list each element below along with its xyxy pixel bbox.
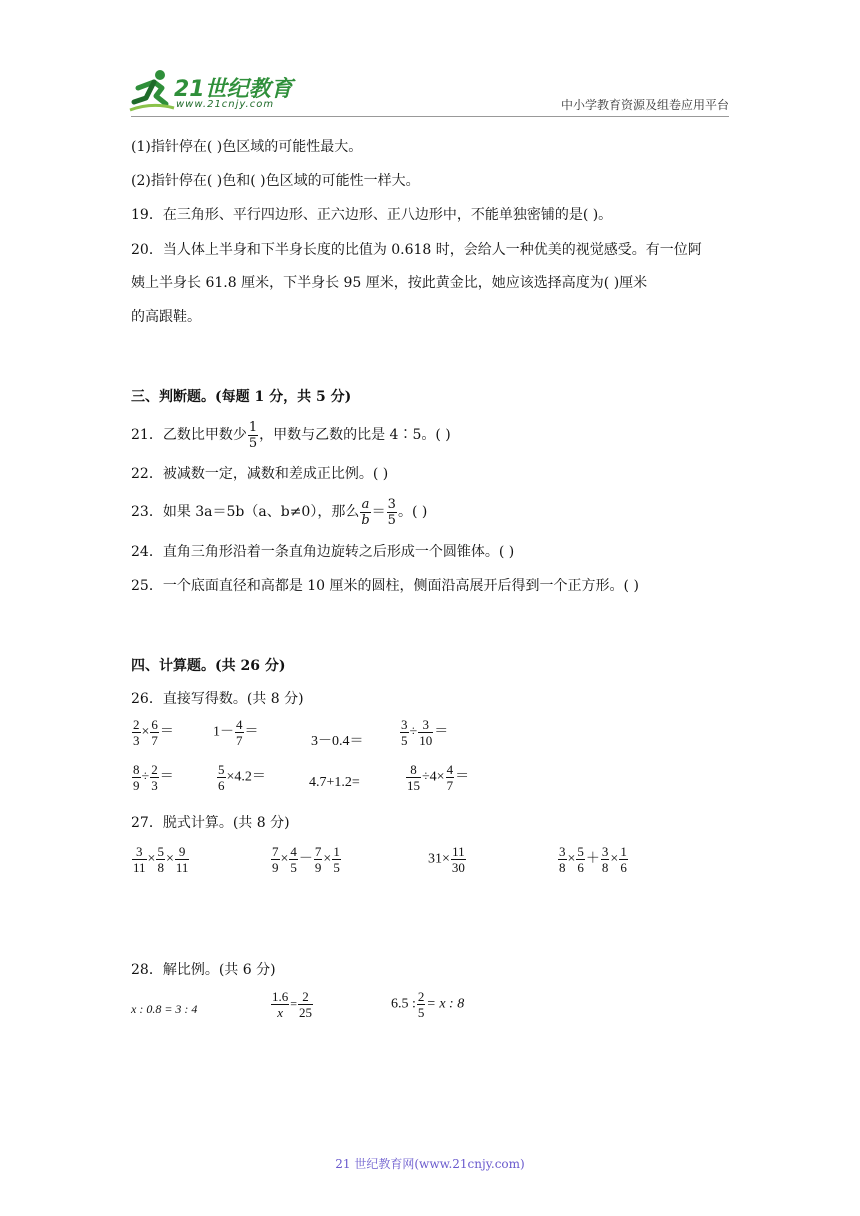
question-20-line2: 姨上半身长 61.8 厘米，下半身长 95 厘米，按此黄金比，她应该选择高度为( )厘米: [131, 275, 648, 291]
q21-post: ，甲数与乙数的比是 4∶5。( ): [259, 427, 451, 443]
q21-fraction: $\frac{1}{5}$: [248, 419, 258, 451]
q27-d: $\frac{3}{8}$ × $\frac{5}{6}$ ＋ $\frac{3}{8}$ × $\frac{1}{6}$: [559, 844, 627, 875]
question-27-title: 27．脱式计算。(共 8 分): [131, 815, 290, 831]
question-21: [131, 418, 451, 452]
q26-g: 4.7+1.2=: [309, 775, 360, 790]
logo-title: 21世纪教育: [174, 77, 293, 102]
platform-name: 中小学教育资源及组卷应用平台: [560, 98, 729, 112]
q27-c: 31× $\frac{11}{30}$: [428, 844, 465, 875]
q26-d: $\frac{3}{5}$ ÷ $\frac{3}{10}$ ＝: [401, 717, 449, 748]
q26-f: $\frac{5}{6}$ ×4.2＝: [218, 762, 266, 793]
q23-fraction-ab: $\frac{a}{b}$: [361, 496, 370, 528]
q23-fraction-35: $\frac{3}{5}$: [387, 496, 396, 528]
q26-e: $\frac{8}{9}$ ÷ $\frac{2}{3}$ ＝: [133, 762, 174, 793]
logo-subtitle: www.21cnjy.com: [176, 99, 275, 110]
q28-b: $\frac{1.6}{x}$ = $\frac{2}{25}$: [272, 989, 313, 1020]
question-20-line1: 20．当人体上半身和下半身长度的比值为 0.618 时，会给人一种优美的视觉感受。有一位阿: [131, 242, 702, 258]
section-4-title: 四、计算题。(共 26 分): [131, 658, 286, 674]
header-divider: [131, 116, 729, 117]
runner-logo-icon: [128, 66, 176, 112]
q23-post: 。( ): [397, 504, 428, 520]
q21-pre: 21．乙数比甲数少: [131, 427, 247, 443]
question-19: 19．在三角形、平行四边形、正六边形、正八边形中，不能单独密铺的是( )。: [131, 207, 613, 223]
q23-pre: 23．如果 3a＝5b（a、b≠0），那么: [131, 504, 360, 520]
question-23: [131, 494, 427, 530]
q28-a: x : 0.8 = 3 : 4: [131, 1002, 198, 1016]
question-22: 22．被减数一定，减数和差成正比例。( ): [131, 466, 389, 482]
spinner-q1: (1)指针停在( )色区域的可能性最大。: [131, 139, 363, 155]
q26-h: $\frac{8}{15}$ ÷4× $\frac{4}{7}$ ＝: [407, 762, 470, 793]
q26-c: 3－0.4＝: [311, 734, 364, 749]
q23-equals: ＝: [371, 504, 386, 520]
q27-a: $\frac{3}{11}$ × $\frac{5}{8}$ × $\frac{9}{11}$: [133, 844, 189, 875]
q26-b: 1－ $\frac{4}{7}$ ＝: [213, 717, 259, 748]
q28-c: 6.5 : $\frac{2}{5}$ = x : 8: [391, 989, 465, 1020]
q27-b: $\frac{7}{9}$ × $\frac{4}{5}$ － $\frac{7}{9}$ × $\frac{1}{5}$: [272, 844, 340, 875]
q26-a: $\frac{2}{3}$ × $\frac{6}{7}$ ＝: [133, 717, 174, 748]
question-25: 25．一个底面直径和高都是 10 厘米的圆柱，侧面沿高展开后得到一个正方形。( ): [131, 578, 639, 594]
spinner-q2: (2)指针停在( )色和( )色区域的可能性一样大。: [131, 173, 420, 189]
question-24: 24．直角三角形沿着一条直角边旋转之后形成一个圆锥体。( ): [131, 544, 515, 560]
question-28-title: 28．解比例。(共 6 分): [131, 962, 276, 978]
question-26-title: 26．直接写得数。(共 8 分): [131, 691, 304, 707]
question-20-line3: 的高跟鞋。: [131, 309, 201, 325]
logo: [128, 66, 293, 114]
footer-link[interactable]: 21 世纪教育网(www.21cnjy.com): [335, 1157, 525, 1171]
section-3-title: 三、判断题。(每题 1 分，共 5 分): [131, 389, 352, 405]
